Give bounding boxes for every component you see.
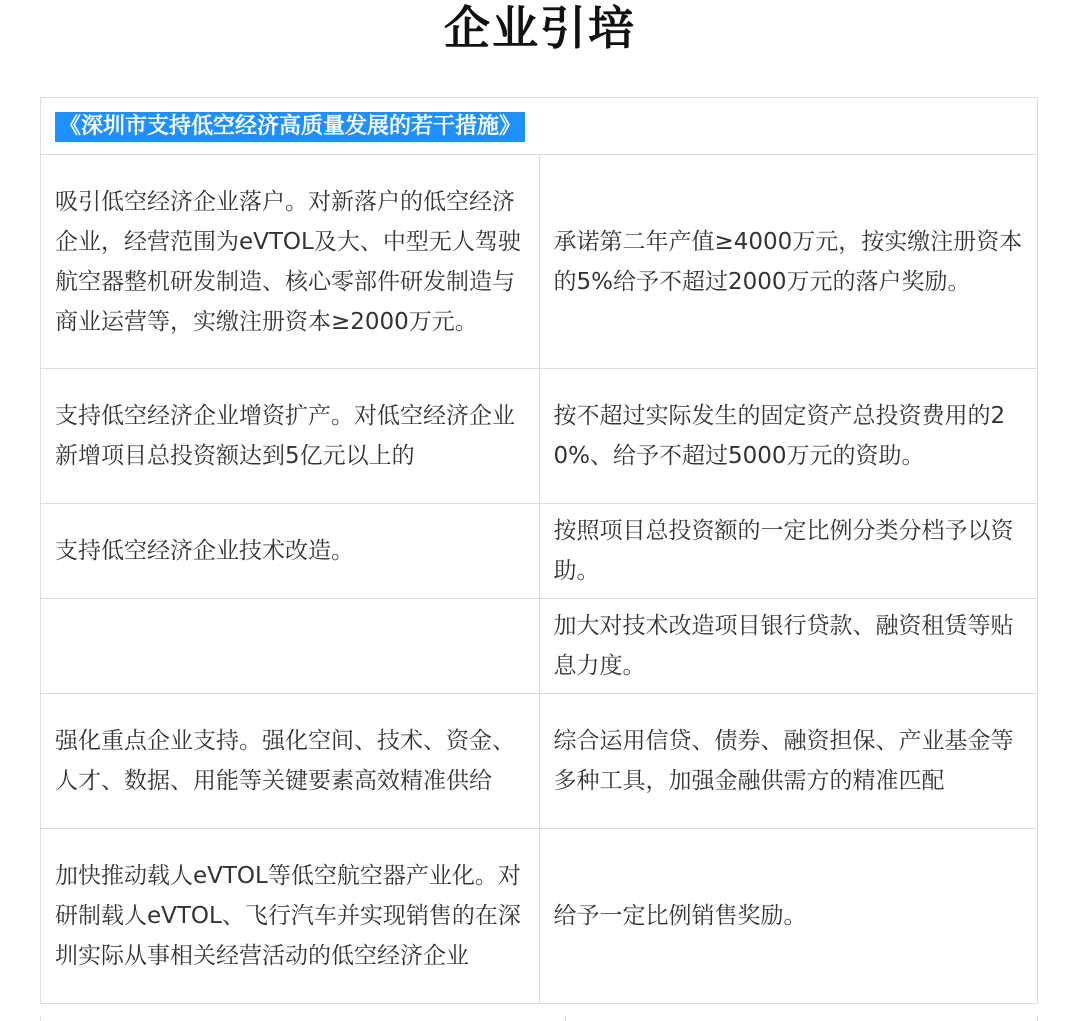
table-row — [41, 694, 1038, 829]
support-cell: 给予一定比例销售奖励。 — [539, 829, 1038, 1004]
table-header-cell — [41, 98, 1038, 155]
policy-document-title: 《深圳市支持低空经济高质量发展的若干措施》 — [55, 112, 525, 142]
policy-table — [40, 97, 1038, 1004]
support-cell: 按不超过实际发生的固定资产总投资费用的20%、给予不超过5000万元的资助。 — [539, 369, 1038, 504]
table-row — [41, 599, 1038, 694]
support-cell: 承诺第二年产值≥4000万元，按实缴注册资本的5%给予不超过2000万元的落户奖励。 — [539, 155, 1038, 369]
support-cell: 按照项目总投资额的一定比例分类分档予以资助。 — [539, 504, 1038, 599]
table-continuation-edge — [40, 1016, 1038, 1021]
table-row — [41, 504, 1038, 599]
measure-cell: 加快推动载人eVTOL等低空航空器产业化。对研制载人eVTOL、飞行汽车并实现销售的在深圳实际从事相关经营活动的低空经济企业 — [41, 829, 540, 1004]
measure-cell: 支持低空经济企业技术改造。 — [41, 504, 540, 599]
support-cell: 加大对技术改造项目银行贷款、融资租赁等贴息力度。 — [539, 599, 1038, 694]
table-header-row — [41, 98, 1038, 155]
measure-cell: 吸引低空经济企业落户。对新落户的低空经济企业，经营范围为eVTOL及大、中型无人驾驶航空器整机研发制造、核心零部件研发制造与商业运营等，实缴注册资本≥2000万元。 — [41, 155, 540, 369]
measure-cell: 支持低空经济企业增资扩产。对低空经济企业新增项目总投资额达到5亿元以上的 — [41, 369, 540, 504]
measure-cell: 强化重点企业支持。强化空间、技术、资金、人才、数据、用能等关键要素高效精准供给 — [41, 694, 540, 829]
measure-cell — [41, 599, 540, 694]
table-continuation-divider — [565, 1016, 566, 1021]
page-title: 企业引培 — [444, 1, 636, 55]
table-row — [41, 369, 1038, 504]
table-row — [41, 155, 1038, 369]
table-row — [41, 829, 1038, 1004]
support-cell: 综合运用信贷、债券、融资担保、产业基金等多种工具，加强金融供需方的精准匹配 — [539, 694, 1038, 829]
